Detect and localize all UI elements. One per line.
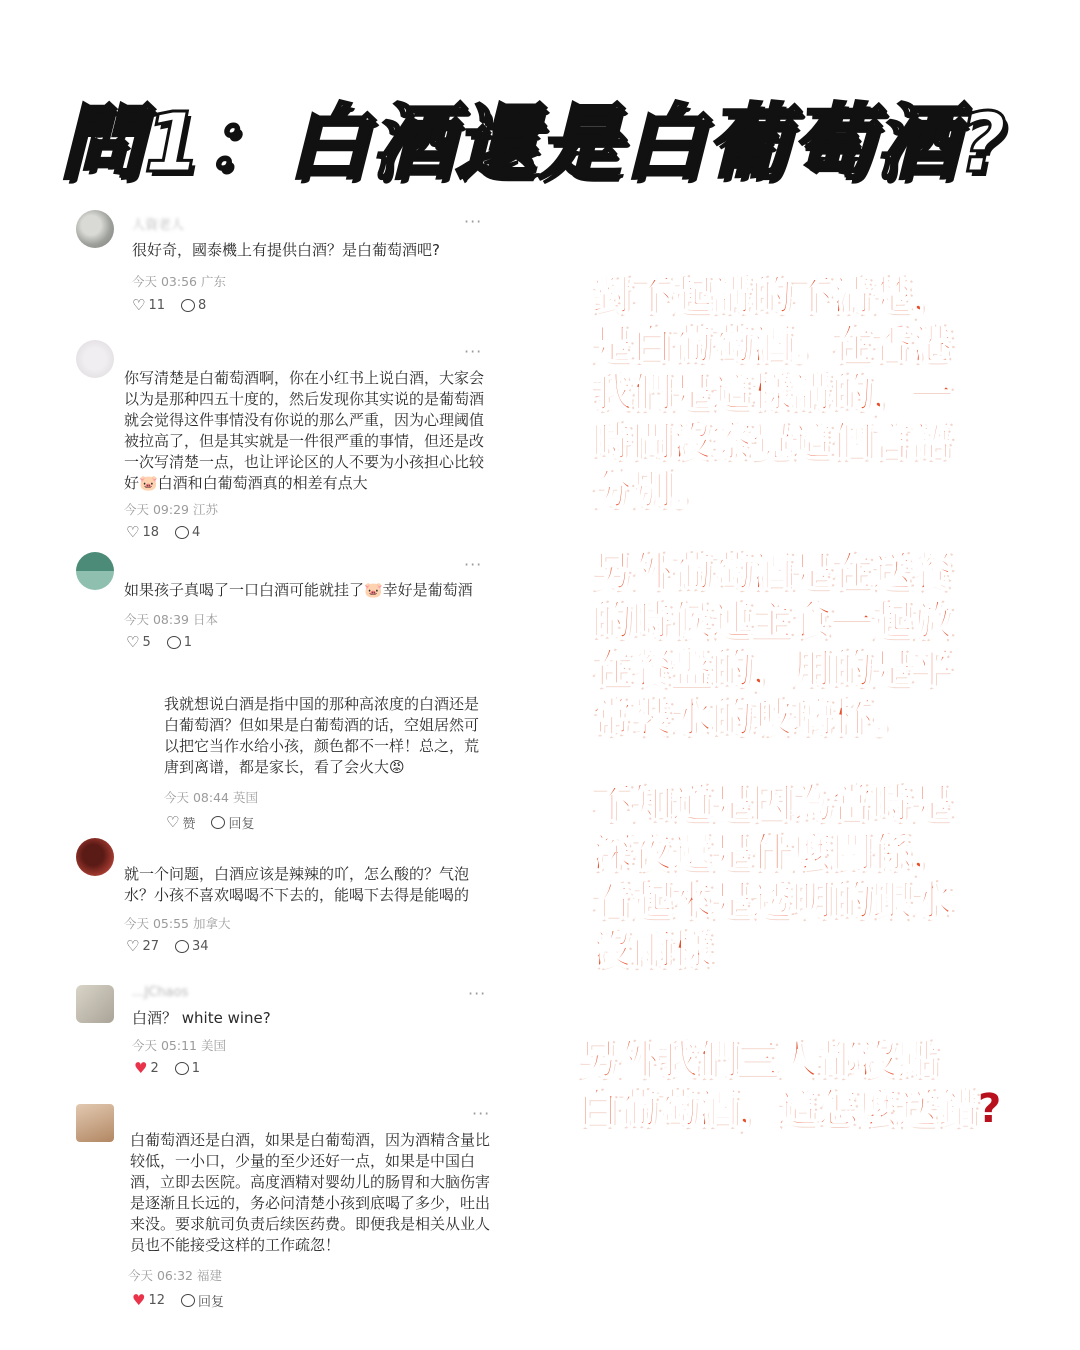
comment-text: 白酒？ white wine? xyxy=(132,1009,271,1027)
reply-button[interactable] xyxy=(175,939,209,954)
comment-text: 我就想说白酒是指中国的那种高浓度的白酒还是白葡萄酒？但如果是白葡萄酒的话，空姐居然可以把它当作水给小孩，颜色都不一样！总之，荒唐到离谱，都是家长，看了会火大😡 xyxy=(164,695,480,776)
reply-button[interactable] xyxy=(181,298,206,313)
note-line: 深夜還是什麼關係， xyxy=(592,829,952,876)
avatar[interactable] xyxy=(76,838,114,876)
reply-label: 回复 xyxy=(198,1295,225,1310)
comment-text: 很好奇，國泰機上有提供白酒？是白葡萄酒吧? xyxy=(132,241,440,259)
note-line: 看起來是透明的跟水 xyxy=(592,878,952,924)
like-count: 2 xyxy=(150,1061,159,1076)
comment-bubble-icon xyxy=(175,940,189,953)
like-button[interactable] xyxy=(126,525,159,540)
comment-actions xyxy=(126,525,200,540)
like-count: 5 xyxy=(142,635,151,650)
more-icon[interactable]: ··· xyxy=(464,342,483,361)
note-line: 另外我們三人都沒點 xyxy=(578,1037,938,1083)
page-title: 問1：白酒還是白葡萄酒? xyxy=(60,96,1009,191)
heart-icon: ♡ xyxy=(126,633,140,651)
note-line: 另外葡萄酒是在送餐 xyxy=(592,549,952,595)
comment-text: 你写清楚是白葡萄酒啊，你在小红书上说白酒，大家会以为是那种四五十度的，然后发现你其实说的是葡萄酒就会觉得这件事情没有你说的那么严重，因为心理阈值被拉高了，但是其实就是一件很严重的事情，但还是改一次写清楚一点，也让评论区的人不要为小孩担心比较好🐷白酒和白葡萄酒真的相差有点大 xyxy=(124,369,485,492)
like-count: 18 xyxy=(142,525,159,540)
note-line: 不知道是因為當時是 xyxy=(592,781,952,827)
note-line: 在餐盤的，用的是平 xyxy=(592,646,952,692)
username[interactable]: ...JChaos xyxy=(132,985,189,1000)
username[interactable]: 人資老人 xyxy=(132,218,185,233)
like-button[interactable] xyxy=(126,939,159,954)
reply-count: 1 xyxy=(191,1061,201,1076)
note-line: 常裝水的玻璃杯。 xyxy=(592,694,912,741)
comment-meta: 今天 06:32 福建 xyxy=(128,1268,222,1283)
comment-meta: 今天 08:39 日本 xyxy=(124,612,218,627)
like-label: 赞 xyxy=(182,817,196,832)
comment-meta: 今天 09:29 江苏 xyxy=(124,502,218,517)
note-apology xyxy=(592,272,952,515)
comment-actions xyxy=(132,298,206,313)
reply-label: 回复 xyxy=(228,817,255,832)
note-line: 我們是這樣講的，一 xyxy=(592,370,952,416)
note-line: 沒兩樣 xyxy=(592,926,712,973)
comment-actions xyxy=(166,813,254,832)
comment-text: 如果孩子真喝了一口白酒可能就挂了🐷幸好是葡萄酒 xyxy=(124,581,473,599)
heart-icon: ♡ xyxy=(166,813,180,831)
question-mark: ? xyxy=(978,1085,1002,1132)
comment-meta: 今天 05:11 美国 xyxy=(132,1038,226,1053)
note-line: 是白葡萄酒。在香港 xyxy=(592,321,952,368)
comment-bubble-icon xyxy=(181,299,195,312)
heart-icon: ♥ xyxy=(132,1291,146,1309)
like-button[interactable] xyxy=(134,1061,159,1076)
comment-bubble-icon xyxy=(175,1062,189,1075)
heart-icon: ♡ xyxy=(126,937,140,955)
heart-icon: ♥ xyxy=(134,1059,148,1077)
avatar[interactable] xyxy=(76,1104,114,1142)
comment-bubble-icon xyxy=(175,526,189,539)
like-button[interactable] xyxy=(126,635,151,650)
comment-actions xyxy=(126,939,209,954)
note-line-text: 白葡萄酒，這怎麼送錯 xyxy=(578,1085,978,1132)
comment-text: 白葡萄酒还是白酒，如果是白葡萄酒，因为酒精含量比较低，一小口，少量的至少还好一点，如果是中国白酒，立即去医院。高度酒精对婴幼儿的肠胃和大脑伤害是逐渐且长远的，务必问清楚小孩到底喝了多少，吐出来没。要求航司负责后续医药费。即便我是相关从业人员也不能接受这样的工作疏忽！ xyxy=(130,1131,491,1254)
comment-meta: 今天 03:56 广东 xyxy=(132,274,226,289)
avatar[interactable] xyxy=(76,210,114,248)
note-not-ordered xyxy=(578,1036,1001,1133)
avatar[interactable] xyxy=(76,985,114,1023)
reply-button[interactable] xyxy=(167,635,192,650)
note-line: 分別。 xyxy=(592,467,712,513)
heart-icon: ♡ xyxy=(126,523,140,541)
reply-count: 34 xyxy=(192,939,209,954)
reply-button[interactable] xyxy=(175,525,200,540)
comment-meta: 今天 08:44 英国 xyxy=(164,790,258,805)
note-line: 的時候連主食一起放 xyxy=(592,597,952,644)
comment-bubble-icon xyxy=(167,636,181,649)
comment-meta: 今天 05:55 加拿大 xyxy=(124,916,231,931)
like-count: 12 xyxy=(148,1293,165,1308)
avatar[interactable] xyxy=(76,340,114,378)
like-count: 11 xyxy=(148,298,165,313)
more-icon[interactable]: ··· xyxy=(464,212,483,231)
heart-icon: ♡ xyxy=(132,296,146,314)
more-icon[interactable]: ··· xyxy=(468,984,487,1003)
note-line: 對不起講的不清楚， xyxy=(592,273,952,319)
like-count: 27 xyxy=(142,939,159,954)
reply-count: 4 xyxy=(192,525,201,540)
like-button[interactable] xyxy=(166,813,195,832)
comment-bubble-icon xyxy=(181,1294,195,1307)
note-appearance xyxy=(592,780,952,974)
note-line xyxy=(578,1085,1001,1134)
reply-button[interactable] xyxy=(175,1061,200,1076)
comment-actions xyxy=(132,1291,224,1310)
comment-actions xyxy=(134,1061,200,1076)
comment-bubble-icon xyxy=(211,816,225,829)
note-serving xyxy=(592,548,952,742)
reply-button[interactable] xyxy=(181,1291,224,1310)
reply-button[interactable] xyxy=(211,813,254,832)
more-icon[interactable]: ··· xyxy=(464,555,483,574)
note-line: 時間沒察覺這個言語 xyxy=(592,418,952,465)
comment-text: 就一个问题，白酒应该是辣辣的吖，怎么酸的？气泡水？小孩不喜欢喝喝不下去的，能喝下去得是能喝的 xyxy=(124,865,470,904)
like-button[interactable] xyxy=(132,298,165,313)
more-icon[interactable]: ··· xyxy=(472,1104,491,1123)
comment-actions xyxy=(126,635,192,650)
reply-count: 1 xyxy=(183,635,193,650)
reply-count: 8 xyxy=(198,298,207,313)
avatar[interactable] xyxy=(76,552,114,590)
like-button[interactable] xyxy=(132,1291,165,1310)
